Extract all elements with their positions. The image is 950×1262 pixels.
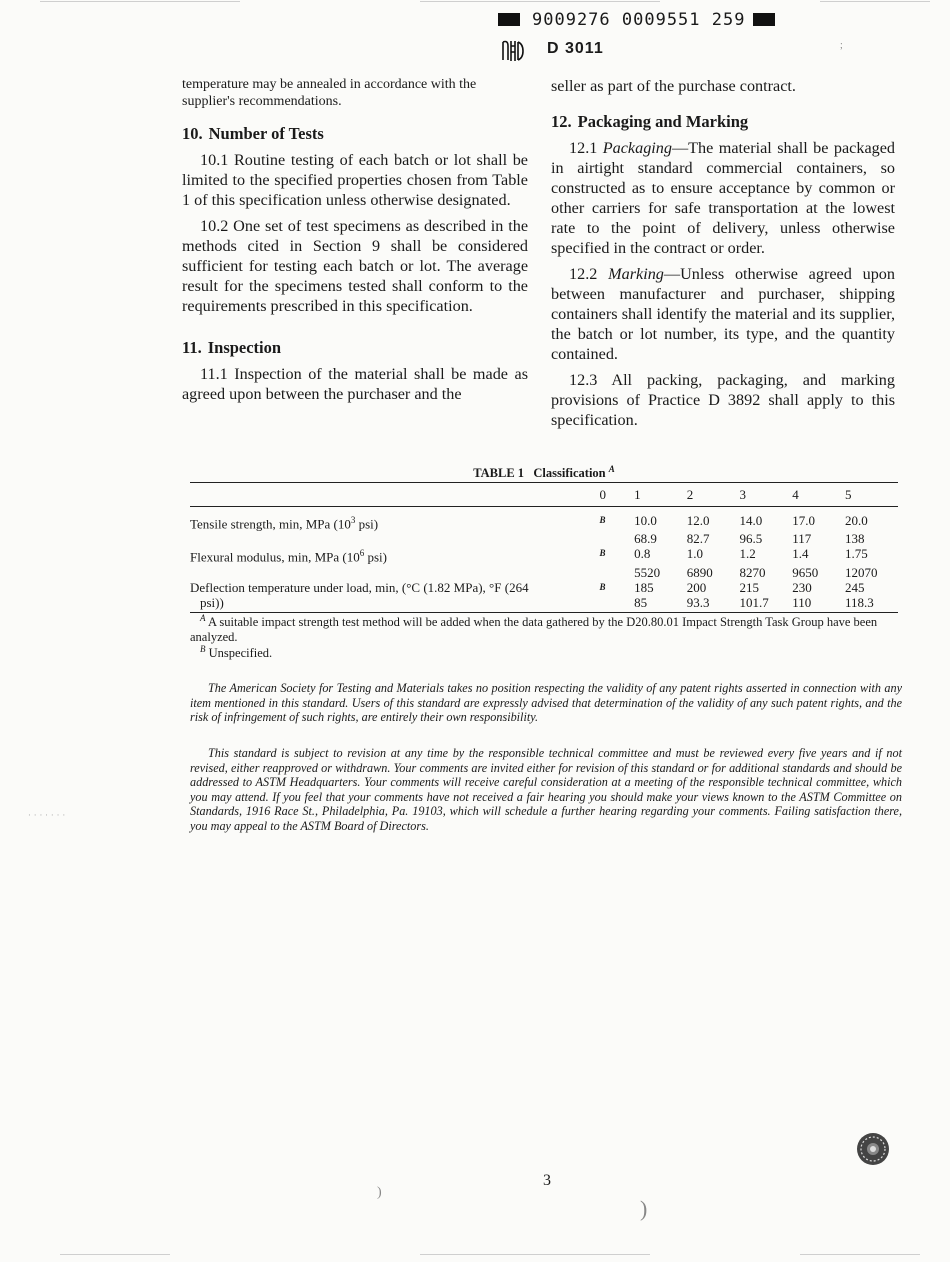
- table-cell: 82.7: [686, 531, 710, 547]
- scan-edge-line: [420, 1, 660, 2]
- exponent: 3: [350, 515, 356, 525]
- table-row: [190, 546, 898, 564]
- barcode-block-right: [753, 13, 775, 26]
- scan-edge-line: [800, 1254, 920, 1255]
- table-title: Classification: [533, 466, 606, 481]
- table-label: TABLE 1: [473, 466, 525, 481]
- footnote-marker: B: [200, 644, 206, 654]
- barcode-number: 9009276 0009551 259: [532, 10, 746, 30]
- property-cell: [190, 531, 599, 546]
- footnote-marker: A: [200, 613, 206, 623]
- section-number: 12.: [551, 112, 572, 131]
- table-row: [190, 565, 898, 580]
- table-row: [190, 595, 898, 613]
- document-barcode: [498, 10, 775, 30]
- carryover-text: temperature may be annealed in accordance with the supplier's recommendations.: [182, 77, 477, 109]
- paragraph-text: The material shall be packaged in airtight standard commercial containers, so constructed as to ensure acceptance by common or other carriers for safe transportation at the lowest rate to the point of delivery, unless otherwise specified in the contract or order.: [551, 139, 895, 257]
- exponent: 6: [359, 548, 365, 559]
- table-row: [190, 531, 898, 546]
- property-cell: psi)): [190, 595, 599, 613]
- table-footnote-b: [190, 642, 908, 661]
- table-cell: 230: [792, 579, 812, 595]
- table-cell: 14.0: [739, 513, 763, 528]
- table-cell: 68.9: [634, 531, 657, 547]
- table-cell: 93.3: [687, 595, 740, 613]
- table-cell: 1.75: [844, 546, 868, 562]
- property-cell: [190, 546, 599, 564]
- property-column-header: [190, 483, 599, 507]
- table-cell: 6890: [686, 564, 713, 580]
- table-cell: 1.2: [739, 546, 756, 562]
- scan-edge-line: [420, 1254, 650, 1255]
- table-cell: 10.0: [634, 513, 657, 528]
- left-column: [182, 76, 528, 410]
- table-row: [190, 507, 898, 532]
- section-title: Inspection: [207, 338, 282, 357]
- unspecified-marker: B: [599, 548, 606, 559]
- column-header: 4: [792, 483, 845, 507]
- table-cell: 20.0: [844, 513, 868, 528]
- table-cell: 5520: [634, 564, 661, 580]
- table-cell: 245: [844, 579, 865, 595]
- paragraph-12-2: 12.2 Marking—Unless otherwise agreed upon between manufacturer and purchaser, shipping containers shall identify the material and its supplier, the batch or lot number, its type, and the quantity contained.: [551, 265, 895, 363]
- revision-notice: This standard is subject to revision at any time by the responsible technical committee and must be reviewed every five years and if not revised, either reapproved or withdrawn. Your comments are invited either for revision of this standard or for additional standards and should be addressed to ASTM Headquarters. Your comments will receive careful consideration at a meeting of the responsible technical committee, which you may attend. If you feel that your comments have not received a fair hearing you should make your views known to the ASTM Committee on Standards, 1916 Race St., Philadelphia, Pa. 19103, which will schedule a further hearing regarding your comments. Failing satisfaction there, you may appeal to the ASTM Board of Directors.: [190, 746, 902, 833]
- table-caption: [190, 464, 898, 481]
- section-number: 11.: [182, 338, 202, 357]
- property-cell: [190, 565, 599, 580]
- property-text: psi): [355, 516, 379, 532]
- scan-dust-mark: ;: [840, 40, 843, 51]
- table-cell: 138: [844, 531, 865, 547]
- paragraph-number: 12.1: [569, 139, 598, 157]
- right-column: [551, 76, 895, 436]
- property-cell: [190, 507, 599, 532]
- section-number: 10.: [182, 124, 203, 143]
- table-footnote-a: [190, 611, 898, 644]
- scan-edge-line: [60, 1254, 170, 1255]
- column-header: 0: [599, 483, 634, 507]
- empty-cell: [599, 595, 634, 613]
- astm-logo-icon: [500, 38, 526, 64]
- property-text: Tensile strength, min, MPa (10: [190, 516, 351, 532]
- footnote-text: Unspecified.: [208, 646, 273, 661]
- paragraph-10-2: 10.2 One set of test specimens as described in the methods cited in Section 9 shall be considered sufficient for testing each batch or lot. The average result for the specimens tested shall conform to the requirements prescribed in this specification.: [182, 217, 528, 315]
- paragraph-10-1: 10.1 Routine testing of each batch or lot shall be limited to the specified properties chosen from Table 1 of this specification unless otherwise designated.: [182, 151, 528, 209]
- table-cell: 0.8: [634, 546, 651, 562]
- column-header: 3: [739, 483, 792, 507]
- section-title: Number of Tests: [208, 124, 324, 143]
- paragraph-number: 12.2: [569, 265, 598, 283]
- table-cell: 8270: [739, 564, 766, 580]
- column-header: 1: [634, 483, 687, 507]
- table-cell: 12.0: [686, 513, 710, 528]
- table-cell: 12070: [844, 564, 878, 580]
- empty-cell: [599, 531, 634, 546]
- scan-dust-mark: ): [377, 1185, 382, 1200]
- table-cell: 117: [792, 531, 812, 547]
- table-cell: 215: [739, 579, 759, 595]
- table-cell: 200: [686, 579, 707, 595]
- property-text: psi): [364, 549, 387, 565]
- paragraph-term: Marking: [608, 265, 664, 283]
- unspecified-marker: B: [599, 581, 606, 592]
- paragraph-term: Packaging: [602, 139, 672, 157]
- table-cell: 1.0: [686, 546, 703, 562]
- property-cell: Deflection temperature under load, min, (°C (1.82 MPa), °F (264: [190, 579, 529, 595]
- table-header-row: [190, 483, 898, 507]
- table-cell: 101.7: [739, 595, 792, 613]
- section-12-heading: [551, 112, 895, 132]
- table-cell: 96.5: [739, 531, 763, 547]
- empty-cell: [599, 565, 634, 580]
- barcode-block-left: [498, 13, 520, 26]
- paragraph-11-1: 11.1 Inspection of the material shall be made as agreed upon between the purchaser and the: [182, 365, 528, 403]
- astm-seal-icon: [855, 1131, 891, 1167]
- section-10-heading: [182, 124, 528, 144]
- column-header: 2: [687, 483, 740, 507]
- column-header: 5: [845, 483, 898, 507]
- table-cell: 17.0: [792, 513, 816, 528]
- paragraph-12-3: 12.3 All packing, packaging, and marking provisions of Practice D 3892 shall apply to this specification.: [551, 371, 895, 429]
- carryover-text: seller as part of the purchase contract.: [551, 77, 796, 95]
- page-number: 3: [543, 1172, 551, 1189]
- classification-table: [190, 482, 898, 613]
- patent-notice: The American Society for Testing and Materials takes no position respecting the validity of any patent rights asserted in connection with any item mentioned in this standard. Users of this standard are expressly advised that determination of the validity of any such patent rights, and the risk of infringement of such rights, are entirely their own responsibility.: [190, 681, 902, 724]
- table-cell: 9650: [792, 564, 819, 580]
- paragraph-12-1: 12.1 Packaging—The material shall be packaged in airtight standard commercial containers, so constructed as to ensure acceptance by common or other carriers for safe transportation at the lowest rate to the point of delivery, unless otherwise specified in the contract or order.: [551, 139, 895, 257]
- paragraph-text: Unless otherwise agreed upon between manufacturer and purchaser, shipping containers shall identify the material and its supplier, the batch or lot number, its type, and the quantity contained.: [551, 265, 895, 363]
- scan-dust-mark: ): [640, 1196, 648, 1221]
- table-cell: 185: [634, 579, 654, 595]
- standard-designation: D 3011: [547, 40, 604, 57]
- section-title: Packaging and Marking: [577, 112, 749, 131]
- scan-edge-line: [820, 1, 930, 2]
- table-cell: 85: [634, 595, 687, 613]
- section-11-heading: [182, 338, 528, 358]
- footnote-text: A suitable impact strength test method will be added when the data gathered by the D20.80.01 Impact Strength Task Group have been analyzed.: [190, 615, 878, 644]
- table-cell: 110: [792, 595, 845, 613]
- unspecified-marker: B: [599, 515, 606, 525]
- scan-edge-line: [40, 1, 240, 2]
- margin-scan-mark: · · · · · · ·: [28, 811, 66, 821]
- table-cell: 1.4: [792, 546, 809, 562]
- table-row: [190, 580, 898, 595]
- property-text: Flexural modulus, min, MPa (10: [190, 549, 360, 565]
- table-cell: 118.3: [845, 595, 898, 613]
- footnote-marker: A: [608, 464, 615, 474]
